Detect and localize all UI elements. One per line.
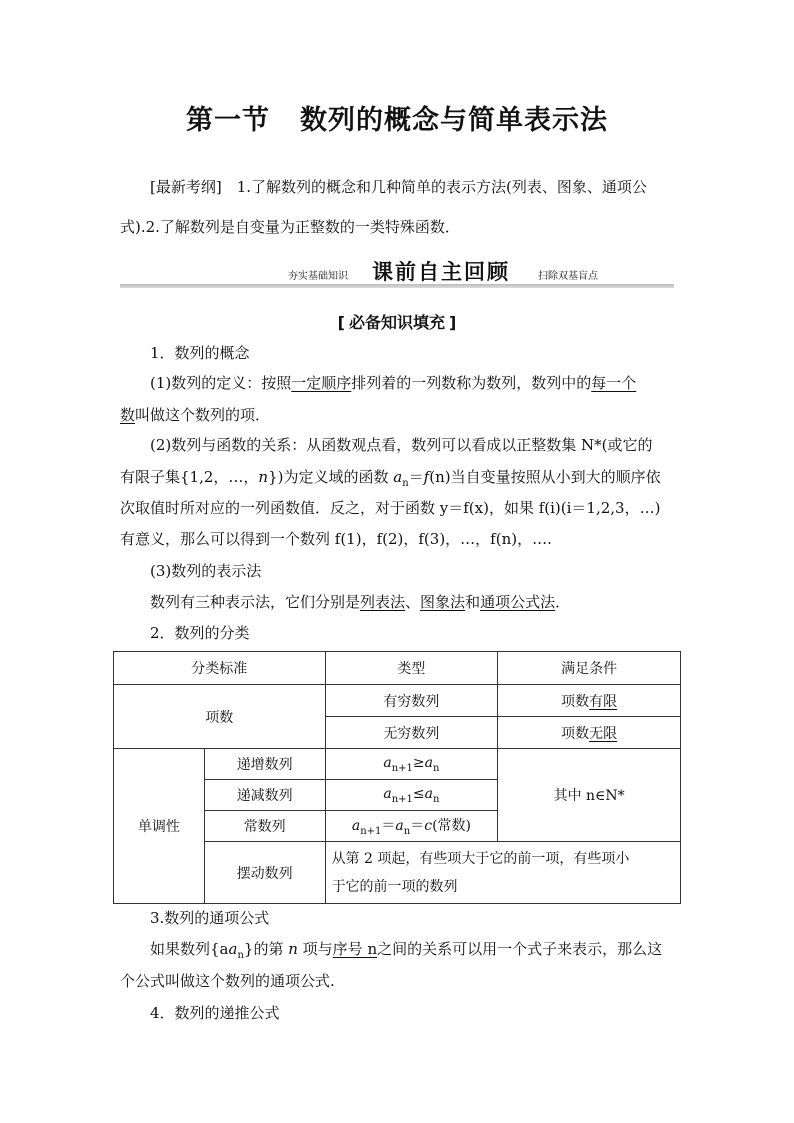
section-heading: [ 必备知识填充 ] (337, 313, 457, 332)
banner-right-text: 扫除双基盲点 (538, 271, 598, 282)
s3-heading: 3.数列的通项公式 (150, 909, 270, 927)
table-row (114, 685, 681, 717)
const-type: 常数列 (204, 811, 325, 842)
s1-p2-line4: 有意义，那么可以得到一个数列 f(1)，f(2)，f(3)，…，f(n)，…. (120, 530, 552, 548)
header-cell: 满足条件 (498, 652, 681, 685)
s1-p1-line2: 数叫做这个数列的项． (120, 406, 271, 424)
inc-condition: $a_{n+1}\ge a_n$ (325, 749, 498, 780)
table-row (114, 749, 681, 780)
s1-heading: 1．数列的概念 (150, 344, 250, 362)
s1-p3-body: 数列有三种表示法，它们分别是列表法、图象法和通项公式法． (150, 593, 571, 611)
dec-type: 递减数列 (204, 780, 325, 811)
s1-p3-heading: (3)数列的表示法 (150, 562, 262, 580)
banner-title: 课前自主回顾 (372, 260, 510, 284)
s1-p2-line2: 有限子集{1,2，…，n})为定义域的函数 $a_n=f(n)$当自变量按照从小到大的顺序依 (120, 468, 661, 489)
s1-p1-line1: (1)数列的定义：按照一定顺序排列着的一列数称为数列，数列中的每一个 (150, 374, 637, 392)
s1-p2-line1: (2)数列与函数的关系：从函数观点看，数列可以看成以正整数集 N*(或它的 (150, 436, 653, 454)
inc-type: 递增数列 (204, 749, 325, 780)
classification-table (113, 651, 681, 904)
finite-type: 有穷数列 (325, 685, 498, 717)
osc-condition: 从第 2 项起，有些项大于它的前一项，有些项小 于它的前一项的数列 (325, 842, 680, 904)
syllabus-line-1: [最新考纲] 1.了解数列的概念和几种简单的表示方法(列表、图象、通项公 (150, 178, 647, 196)
finite-condition: 项数有限 (498, 685, 681, 717)
infinite-condition: 项数无限 (498, 717, 681, 749)
const-condition: $a_{n+1}=a_n=c$(常数) (325, 811, 498, 842)
dec-condition: $a_{n+1}\le a_n$ (325, 780, 498, 811)
table-row (114, 652, 681, 685)
s1-p2-line3: 次取值时所对应的一列函数值．反之，对于函数 y＝f(x)，如果 f(i)(i＝1,2,3，…) (120, 499, 661, 517)
header-cell: 类型 (325, 652, 498, 685)
syllabus-line-2: 式).2.了解数列是自变量为正整数的一类特殊函数． (120, 218, 460, 236)
mono-note: 其中 n∈N* (498, 749, 681, 842)
s3-line2: 个公式叫做这个数列的通项公式. (120, 972, 335, 990)
terms-label: 项数 (114, 685, 326, 749)
s2-heading: 2．数列的分类 (150, 624, 250, 642)
infinite-type: 无穷数列 (325, 717, 498, 749)
header-cell: 分类标准 (114, 652, 326, 685)
page-title: 第一节 数列的概念与简单表示法 (186, 105, 608, 136)
mono-label: 单调性 (114, 749, 205, 904)
osc-type: 摆动数列 (204, 842, 325, 904)
s4-heading: 4．数列的递推公式 (150, 1004, 280, 1022)
s3-line1: 如果数列$\{aa_n\}$的第 n 项与序号 n之间的关系可以用一个式子来表示，那么这 (150, 940, 663, 961)
banner-divider (120, 284, 674, 288)
banner-left-text: 夯实基础知识 (288, 271, 348, 282)
